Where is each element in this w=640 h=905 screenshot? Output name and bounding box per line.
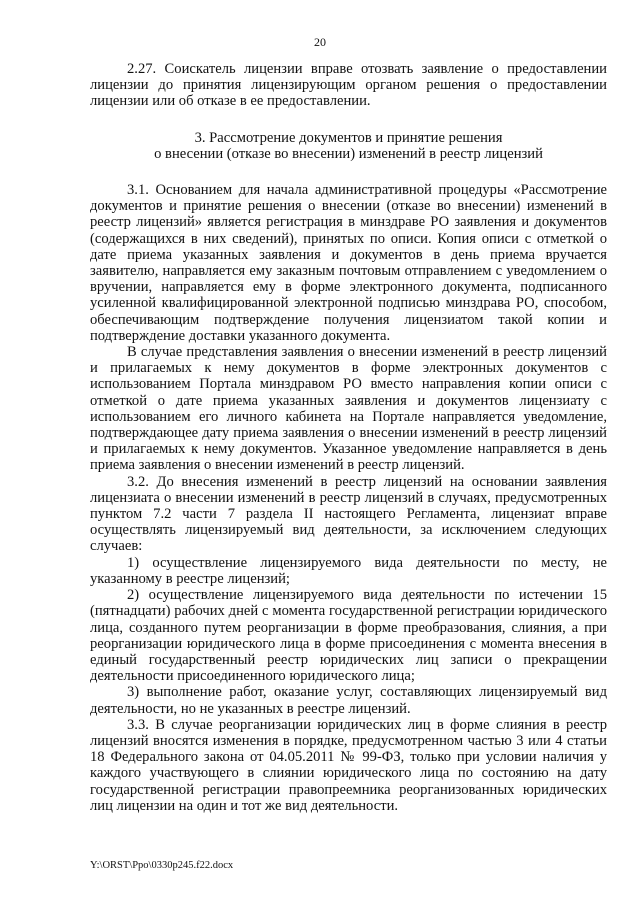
section-heading-line1: 3. Рассмотрение документов и принятие решения [194,129,503,146]
section-heading-line2: о внесении (отказе во внесении) изменений в реестр лицензий [154,145,543,162]
paragraph-2-27: 2.27. Соискатель лицензии вправе отозвать заявление о предоставлении лицензии до принятия лицензирующим органом решения о предоставлении лицензии или об отказе в ее предоставлении. [90,61,607,110]
paragraph-3-3: 3.3. В случае реорганизации юридических лиц в форме слияния в реестр лицензий вносятся изменения в порядке, предусмотренном частью 3 или 4 статьи 18 Федерального закона от 04.05.2011 № 99-ФЗ, только при условии наличия у каждого участвующего в слиянии юридического лица по состоянию на дату государственной регистрации правопреемника реорганизованных юридических лиц лицензии на один и тот же вид деятельности. [90,716,607,814]
section-heading [90,130,607,162]
list-item-3: 3) выполнение работ, оказание услуг, составляющих лицензируемый вид деятельности, но не указанных в реестре лицензий. [90,684,607,717]
paragraph-3-1-electronic: В случае представления заявления о внесении изменений в реестр лицензий и прилагаемых к нему документов в форме электронных документов с использованием Портала минздравом РО вместо направления копии описи с отметкой о дате приема указанных заявления и документов лицензиату с использованием его личного кабинета на Портале направляется уведомление, подтверждающее дату приема заявления о внесении изменений в реестр лицензий и прилагаемых к нему документов. Указанное уведомление направляется в день приема заявления о внесении изменений в реестр лицензий. [90,344,607,474]
list-item-2: 2) осуществление лицензируемого вида деятельности по истечении 15 (пятнадцати) рабочих дней с момента государственной регистрации юридического лица, созданного путем реорганизации в форме преобразования, слияния, а при реорганизации юридического лица в форме присоединения с момента внесения в единый государственный реестр юридических лиц записи о прекращении деятельности присоединенного юридического лица; [90,587,607,685]
list-item-1: 1) осуществление лицензируемого вида деятельности по месту, не указанному в реестре лицензий; [90,554,607,587]
paragraph-3-2: 3.2. До внесения изменений в реестр лицензий на основании заявления лицензиата о внесении изменений в реестр лицензий в случаях, предусмотренных пунктом 7.2 части 7 раздела II настоящего Регламента, лицензиат вправе осуществлять лицензируемый вид деятельности, за исключением следующих случаев: [90,473,607,555]
document-body [90,61,607,814]
paragraph-3-1: 3.1. Основанием для начала административной процедуры «Рассмотрение документов и принятие решения о внесении (отказе во внесении) изменений в реестр лицензий» является регистрация в минздраве РО заявления и документов (содержащихся в них сведений), принятых по описи. Копия описи с отметкой о дате приема указанных заявления и документов в день приема вручается заявителю, направляется ему заказным почтовым отправлением с уведомлением о вручении, направляется ему в форме электронного документа, подписанного усиленной квалифицированной электронной подписью минздрава РО, способом, обеспечивающим подтверждение получения лицензиатом такой копии и подтверждение доставки указанного документа. [90,182,607,344]
page-number: 20 [314,35,326,49]
footer-file-path: Y:\ORST\Ppo\0330p245.f22.docx [90,860,234,871]
